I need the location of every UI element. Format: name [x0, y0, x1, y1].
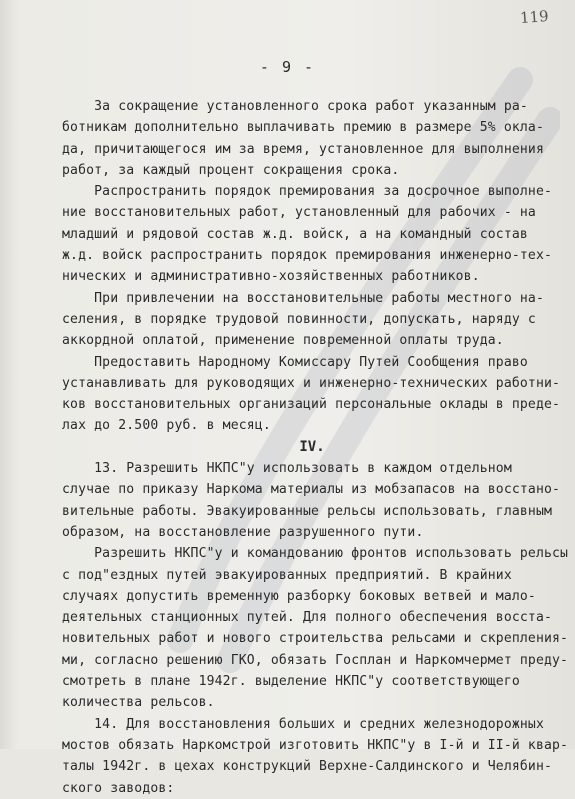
- text-line: ского заводов:: [62, 780, 175, 796]
- text-line: 14. Для восстановления больших и средних железнодорожных: [62, 716, 544, 732]
- section-marker: IV.: [299, 438, 325, 455]
- text-line: количества рельсов.: [62, 695, 215, 711]
- text-line: ков восстановительных организаций персональные оклады в преде-: [62, 397, 561, 413]
- text-line: работ, за каждый процент сокращения срока.: [62, 162, 400, 178]
- text-line: аккордной оплатой, применение повременной оплаты труда.: [62, 333, 504, 349]
- page-number: - 9 -: [259, 58, 316, 76]
- text-line: ние восстановительных работ, установленный для рабочих - на: [62, 205, 536, 221]
- text-line: ботникам дополнительно выплачивать премию в размере 5% окла-: [62, 120, 544, 136]
- text-line: устанавливать для руководящих и инженерно-технических работни-: [62, 375, 561, 391]
- text-line: нических и административно-хозяйственных работников.: [62, 269, 480, 285]
- text-line: Предоставить Народному Комиссару Путей Сообщения право: [62, 354, 528, 370]
- text-line: деятельных станционных путей. Для полного обеспечения восста-: [62, 610, 553, 626]
- text-line: мостов обязать Наркомстрой изготовить НКПС"у в I-й и II-й квар-: [62, 737, 569, 753]
- archive-page-number: 119: [519, 7, 550, 27]
- text-line: Распространить порядок премирования за досрочное выполне-: [62, 184, 553, 200]
- text-line: младший и рядовой состав ж.д. войск, а на командный состав: [62, 226, 528, 242]
- text-line: да, причитающегося им за время, установленное для выполнения: [62, 141, 544, 157]
- text-line: ми, согласно решению ГКО, обязать Госплан и Наркомчермет преду-: [62, 652, 569, 668]
- text-line: За сокращение установленного срока работ указанным ра-: [62, 99, 528, 114]
- text-line: 13. Разрешить НКПС"у использовать в каждом отдельном: [62, 461, 512, 477]
- text-line: образом, на восстановление разрушенного пути.: [62, 524, 424, 540]
- text-line: ж.д. войск распространить порядок премирования инженерно-тех-: [62, 248, 553, 264]
- text-line: с под"ездных путей эвакуированных предприятий. В крайних: [62, 567, 512, 583]
- text-line: новительных работ и нового строительства рельсами и скрепления-: [62, 631, 569, 647]
- text-line: случаях допустить временную разборку боковых ветвей и мало-: [62, 588, 536, 604]
- text-line: селения, в порядке трудовой повинности, допускать, наряду с: [62, 311, 536, 327]
- text-line: талы 1942г. в цехах конструкций Верхне-Салдинского и Челябин-: [62, 759, 553, 775]
- text-line: лах до 2.500 руб. в месяц.: [62, 418, 271, 434]
- text-line: смотреть в плане 1942г. выделение НКПС"у соответствующего: [62, 674, 520, 690]
- text-line: вительные работы. Эвакуированные рельсы использовать, главным: [62, 503, 553, 519]
- text-line: При привлечении на восстановительные работы местного на-: [62, 290, 544, 306]
- text-line: случае по приказу Наркома материалы из мобзапасов на восстано-: [62, 482, 561, 498]
- document-body: [62, 96, 569, 799]
- text-line: Разрешить НКПС"у и командованию фронтов использовать рельсы: [62, 546, 569, 562]
